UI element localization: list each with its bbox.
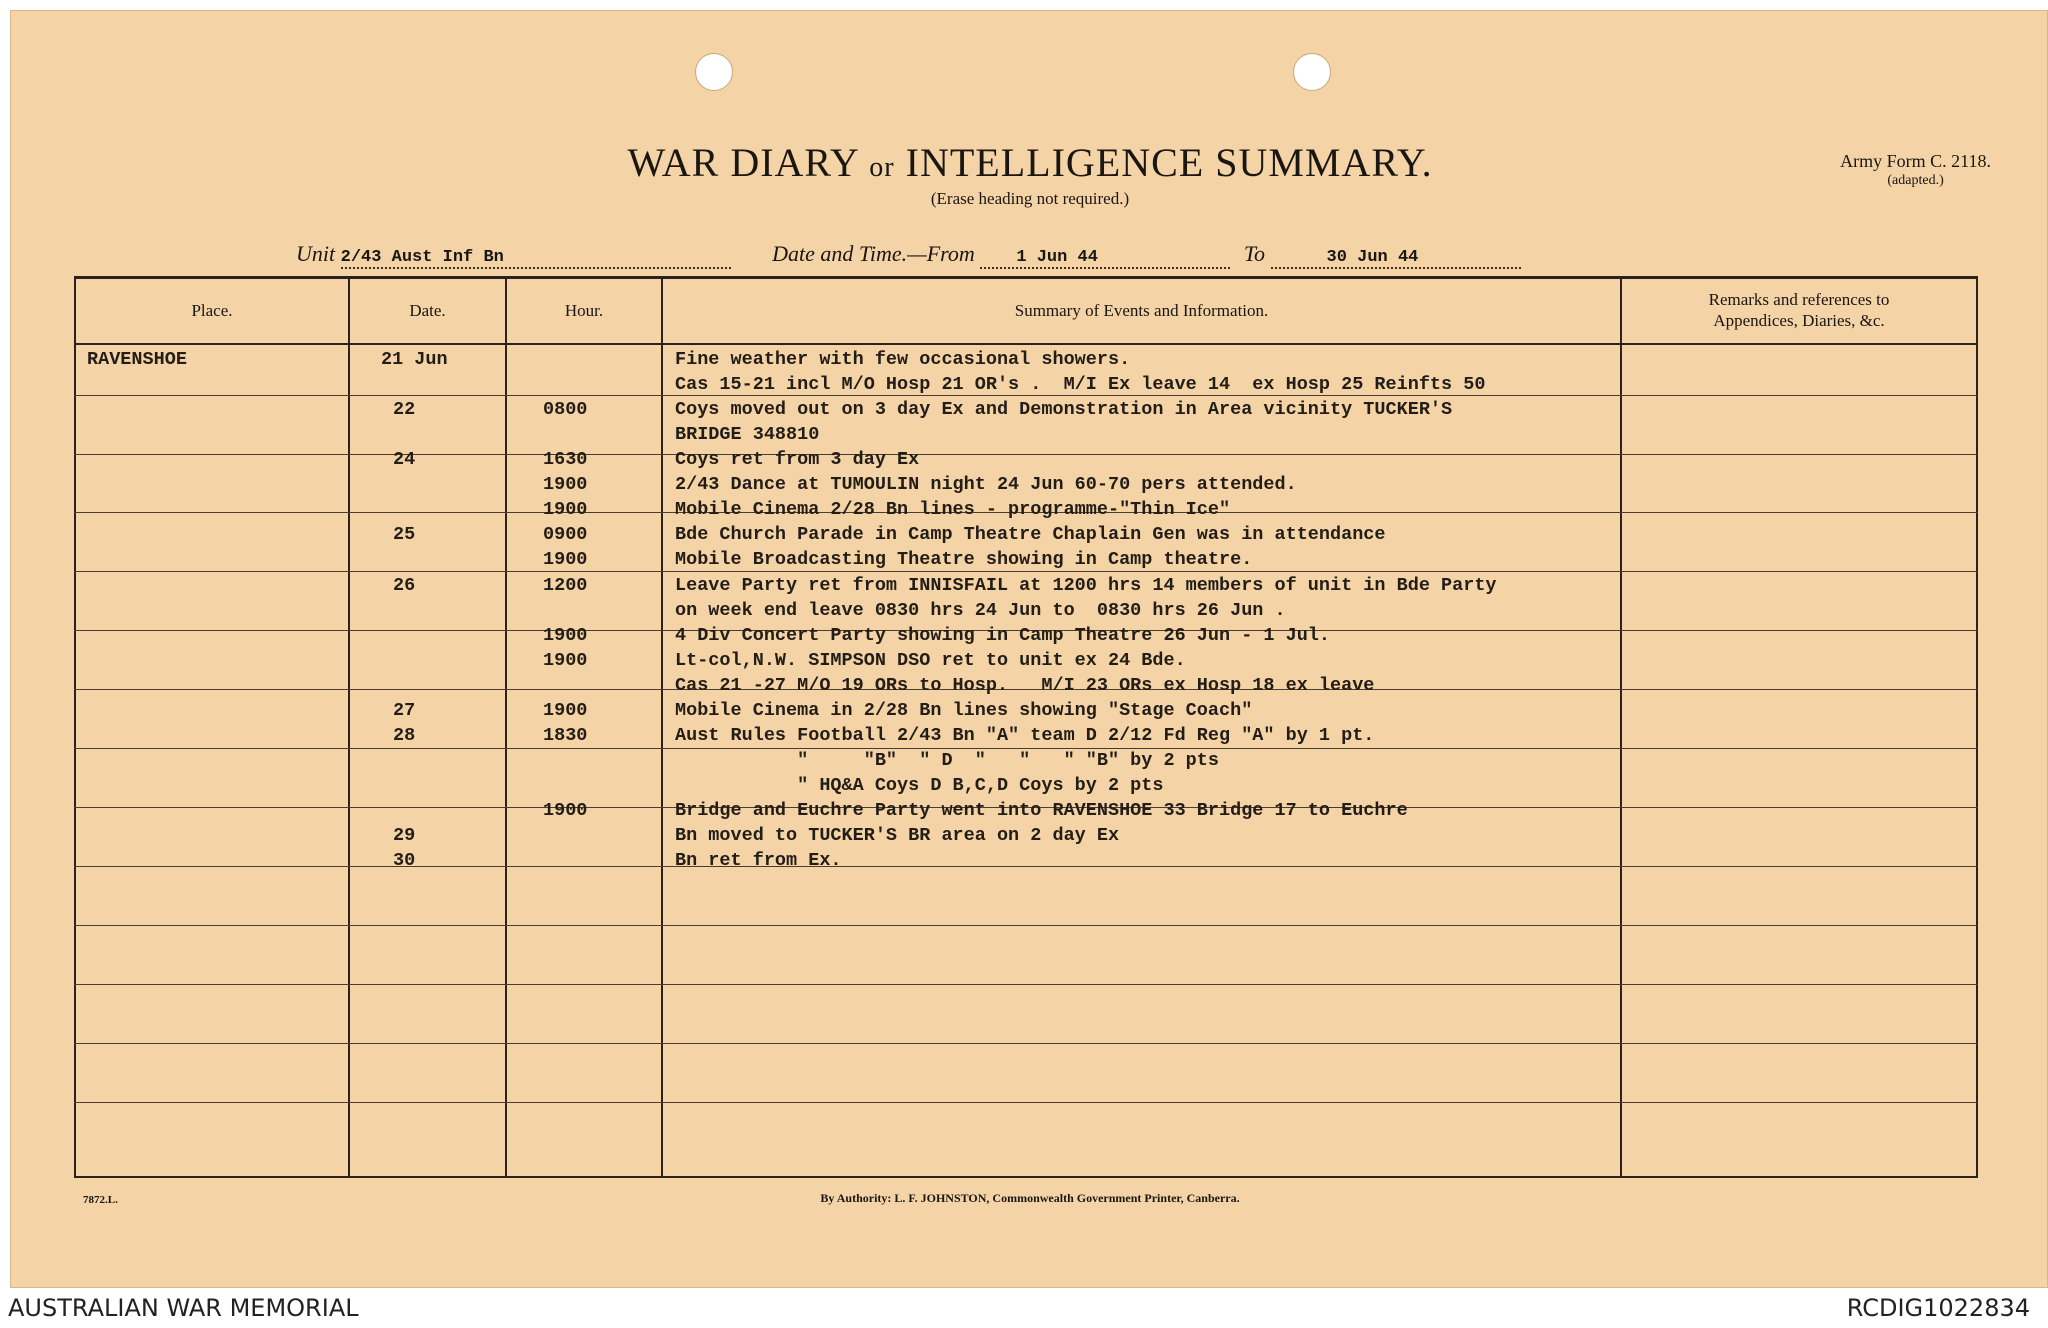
row-rule [74, 571, 1978, 572]
from-field [980, 241, 1230, 269]
army-form-label [1840, 151, 1991, 191]
date-label: Date and Time.—From [772, 241, 975, 266]
entry-summary: Mobile Cinema in 2/28 Bn lines showing "Stage Coach" [675, 700, 1253, 721]
punch-hole [1293, 53, 1331, 91]
entry-date: 24 [393, 449, 416, 470]
row-rule [74, 984, 1978, 985]
table-bottom-rule [74, 1176, 1978, 1178]
entry-date: 29 [393, 825, 416, 846]
entry-summary: Mobile Cinema 2/28 Bn lines - programme-"Thin Ice" [675, 499, 1231, 520]
entry-summary: Coys ret from 3 day Ex [675, 449, 920, 470]
entry-hour: 1900 [543, 800, 588, 821]
col-header-date: Date. [409, 301, 446, 320]
from-value: 1 Jun 44 [1016, 248, 1098, 267]
entry-summary: Cas 15-21 incl M/O Hosp 21 OR's . M/I Ex leave 14 ex Hosp 25 Reinfts 50 [675, 374, 1486, 395]
entry-summary: on week end leave 0830 hrs 24 Jun to 0830 hrs 26 Jun . [675, 600, 1286, 621]
col-header-place: Place. [191, 301, 233, 320]
unit-label: Unit [296, 241, 336, 266]
entry-hour: 1830 [543, 725, 588, 746]
entry-hour: 1900 [543, 474, 588, 495]
archive-id: RCDIG1022834 [1846, 1294, 2030, 1322]
entry-summary: Bn ret from Ex. [675, 850, 842, 871]
entry-summary: Bde Church Parade in Camp Theatre Chaplain Gen was in attendance [675, 524, 1386, 545]
form-number: 7872.L. [83, 1194, 118, 1206]
entry-summary: Fine weather with few occasional showers. [675, 349, 1131, 370]
entry-summary: Leave Party ret from INNISFAIL at 1200 hrs 14 members of unit in Bde Party [675, 575, 1497, 596]
punch-hole [695, 53, 733, 91]
entry-summary: Lt-col,N.W. SIMPSON DSO ret to unit ex 24 Bde. [675, 650, 1186, 671]
entry-summary: 2/43 Dance at TUMOULIN night 24 Jun 60-70 pers attended. [675, 474, 1297, 495]
page-title [11, 139, 2048, 186]
entry-summary: Bn moved to TUCKER'S BR area on 2 day Ex [675, 825, 1120, 846]
entry-hour: 0900 [543, 524, 588, 545]
entry-date: 30 [393, 850, 416, 871]
unit-field [341, 241, 731, 269]
entry-summary: BRIDGE 348810 [675, 424, 820, 445]
remarks-header-line: Remarks and references to [1708, 290, 1890, 309]
printer-authority: By Authority: L. F. JOHNSTON, Commonwealth Government Printer, Canberra. [820, 1191, 1240, 1205]
to-value: 30 Jun 44 [1326, 248, 1419, 267]
unit-value: 2/43 Aust Inf Bn [340, 248, 504, 267]
entry-place: RAVENSHOE [87, 349, 187, 370]
col-header-hour: Hour. [564, 301, 604, 320]
row-rule [74, 395, 1978, 396]
entry-summary: Bridge and Euchre Party went into RAVENSHOE 33 Bridge 17 to Euchre [675, 800, 1408, 821]
entry-date: 27 [393, 700, 416, 721]
subtitle: (Erase heading not required.) [930, 189, 1130, 208]
to-field [1271, 241, 1521, 269]
entry-hour: 1900 [543, 549, 588, 570]
entry-date: 22 [393, 399, 416, 420]
entry-date: 25 [393, 524, 416, 545]
entry-date: 26 [393, 575, 416, 596]
entry-hour: 1900 [543, 700, 588, 721]
entry-hour: 1200 [543, 575, 588, 596]
unit-line [296, 241, 1521, 269]
header-top-rule [74, 276, 1978, 279]
entry-summary: Aust Rules Football 2/43 Bn "A" team D 2/12 Fd Reg "A" by 1 pt. [675, 725, 1375, 746]
diary-sheet [10, 10, 2048, 1288]
row-rule [74, 1102, 1978, 1103]
entry-summary: " "B" " D " " " "B" by 2 pts [675, 750, 1219, 771]
army-form-adapted: (adapted.) [1887, 173, 1944, 188]
entry-summary: Mobile Broadcasting Theatre showing in Camp theatre. [675, 549, 1253, 570]
header-bottom-rule [74, 343, 1978, 345]
entry-hour: 1900 [543, 499, 588, 520]
entry-summary: 4 Div Concert Party showing in Camp Theatre 26 Jun - 1 Jul. [675, 625, 1331, 646]
row-rule [74, 1043, 1978, 1044]
row-rule [74, 925, 1978, 926]
entry-hour: 1900 [543, 625, 588, 646]
entry-hour: 1630 [543, 449, 588, 470]
title-part: WAR DIARY [627, 140, 859, 185]
entry-date: 21 Jun [381, 349, 448, 370]
row-rule [74, 866, 1978, 867]
row-rule [74, 748, 1978, 749]
title-part: INTELLIGENCE SUMMARY. [905, 140, 1433, 185]
army-form-number: Army Form C. 2118. [1840, 151, 1991, 171]
title-or: or [869, 152, 895, 183]
entry-summary: Coys moved out on 3 day Ex and Demonstration in Area vicinity TUCKER'S [675, 399, 1453, 420]
col-header-summary: Summary of Events and Information. [1014, 301, 1269, 320]
entry-date: 28 [393, 725, 416, 746]
entry-hour: 1900 [543, 650, 588, 671]
entry-summary: Cas 21 -27 M/O 19 ORs to Hosp. M/I 23 ORs ex Hosp 18 ex leave [675, 675, 1375, 696]
remarks-header-line: Appendices, Diaries, &c. [1713, 311, 1885, 330]
row-rule [74, 454, 1978, 455]
to-label: To [1243, 241, 1266, 266]
entry-hour: 0800 [543, 399, 588, 420]
entry-summary: " HQ&A Coys D B,C,D Coys by 2 pts [675, 775, 1164, 796]
col-header-remarks [1622, 289, 1976, 331]
archive-label: AUSTRALIAN WAR MEMORIAL [8, 1294, 359, 1322]
